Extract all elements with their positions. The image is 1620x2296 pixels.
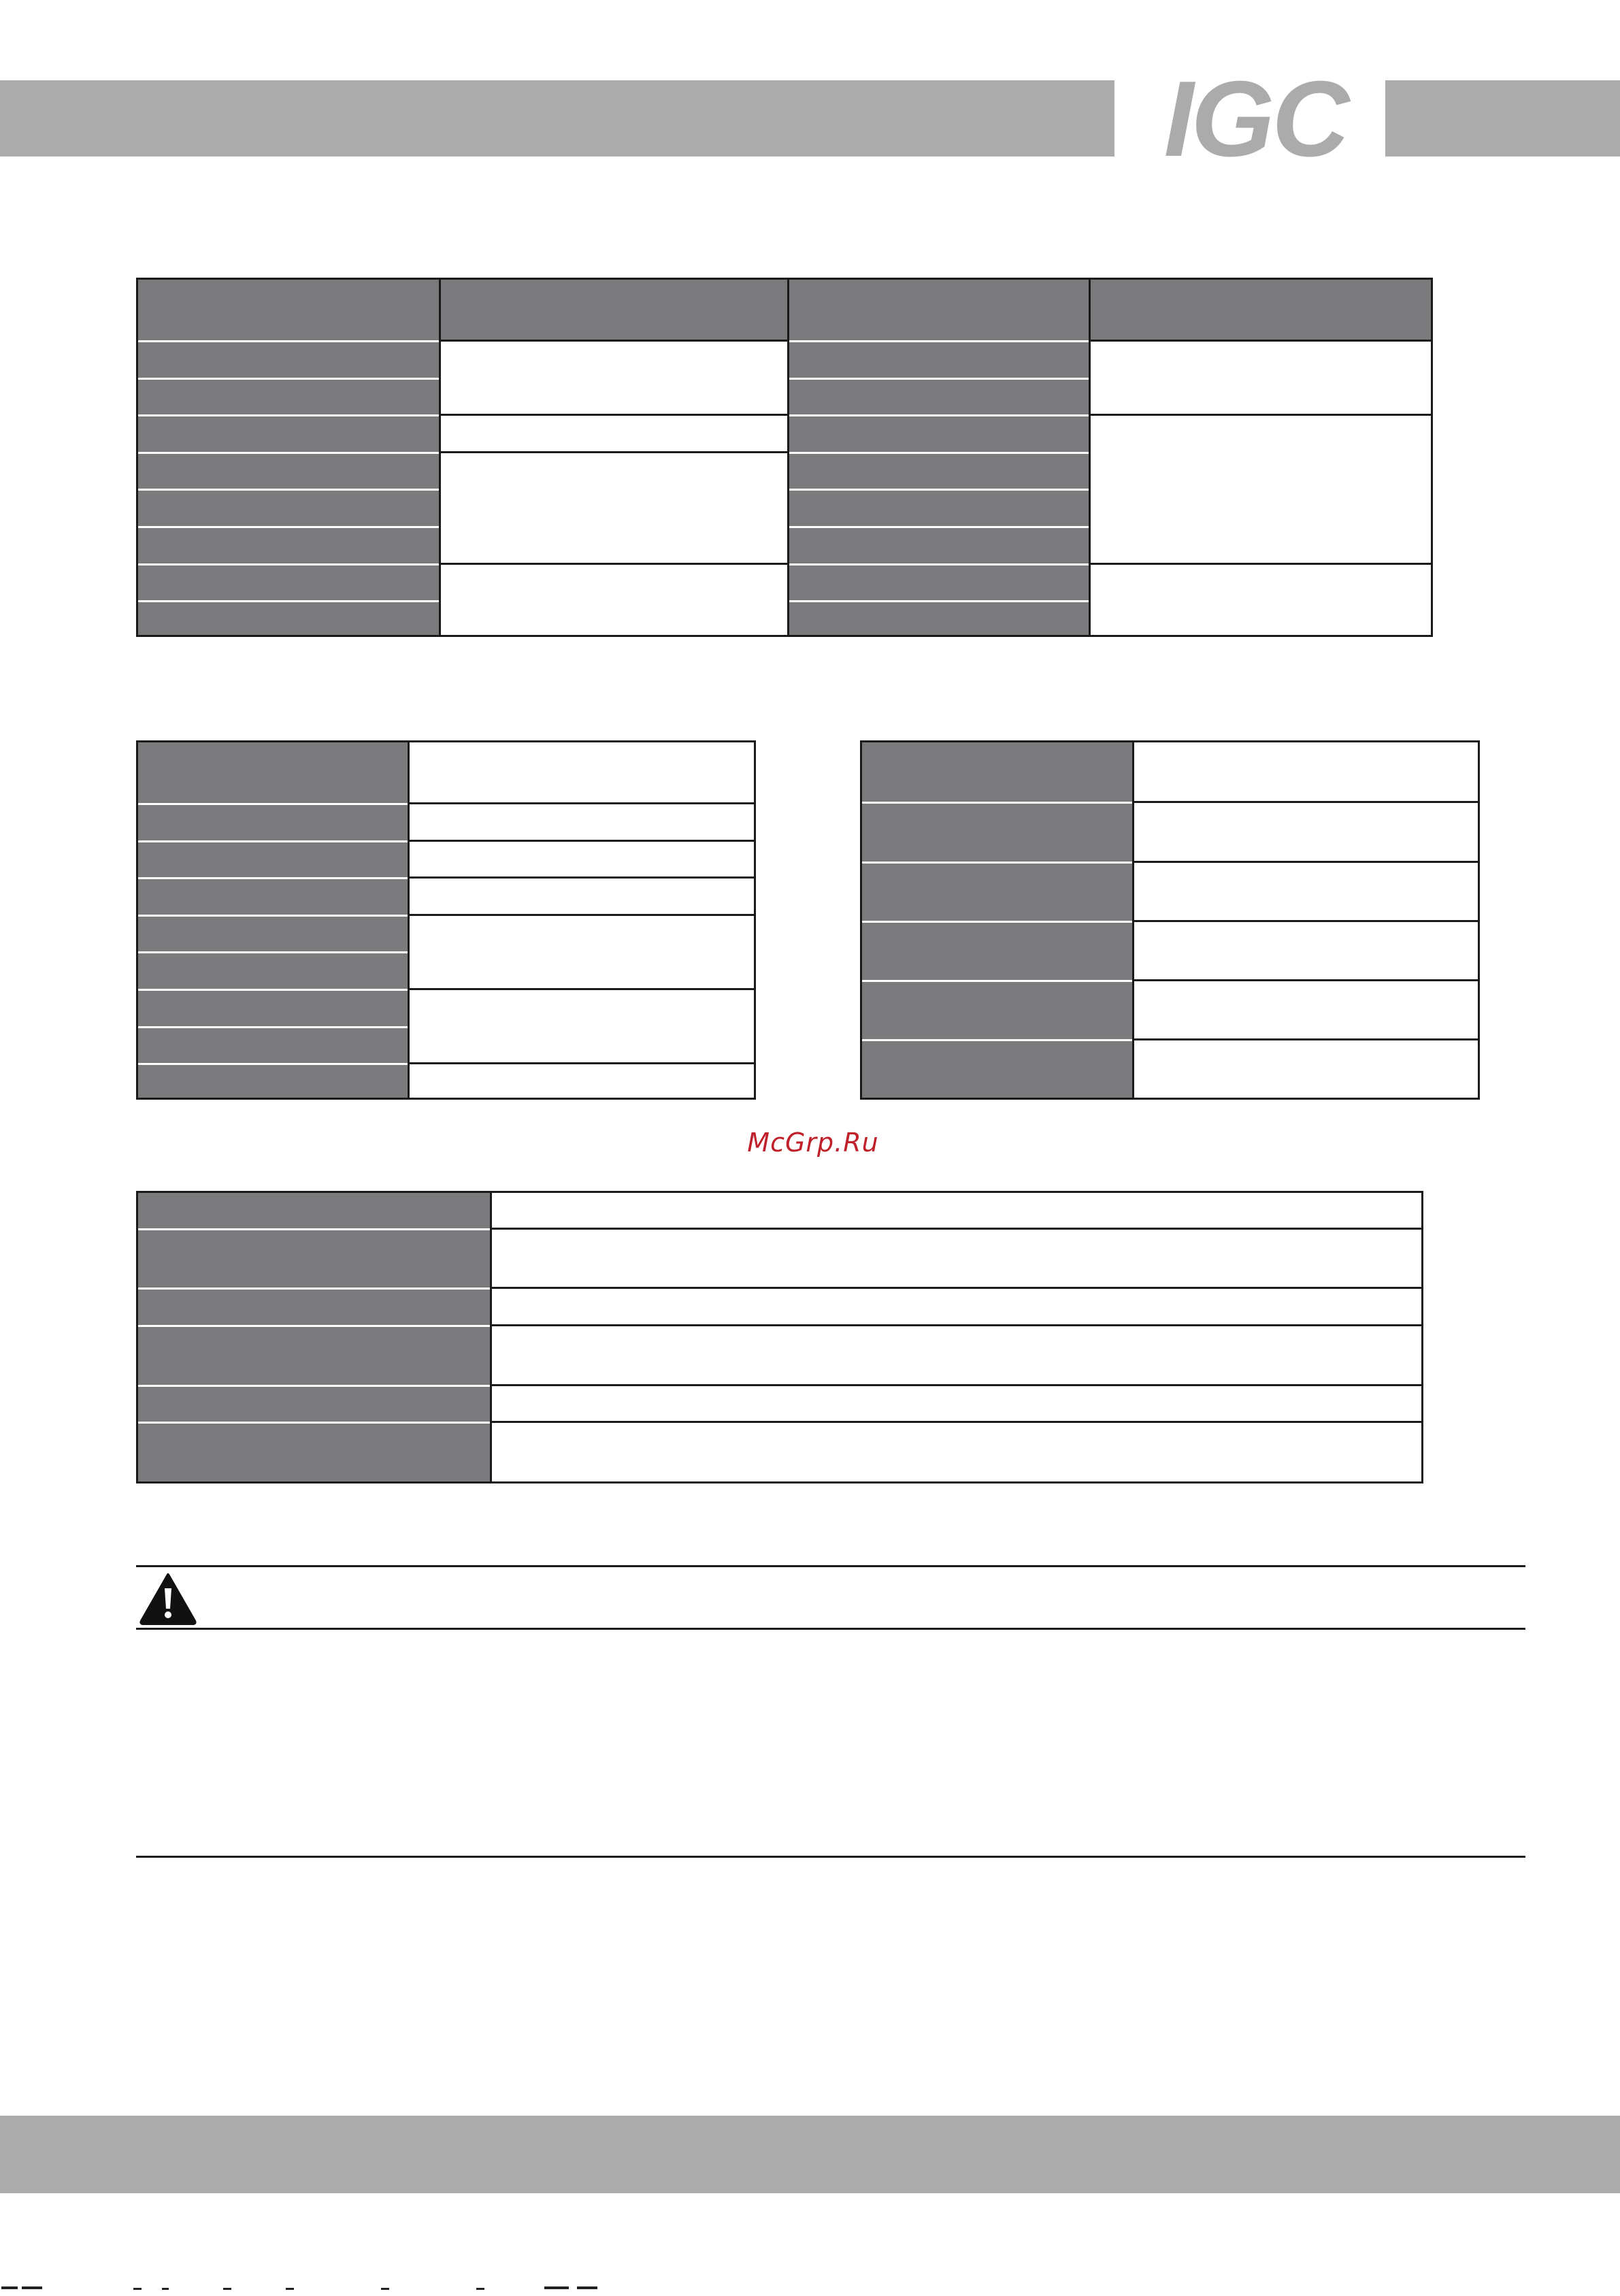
warning-divider bbox=[136, 1628, 1525, 1630]
spec-table-4 bbox=[136, 1191, 1423, 1483]
spec-table-3 bbox=[860, 740, 1480, 1100]
spec-table-1 bbox=[136, 278, 1433, 637]
footer-band bbox=[0, 2116, 1620, 2193]
spec-table-2 bbox=[136, 740, 756, 1100]
header-band-right bbox=[1385, 80, 1620, 157]
header-band-left bbox=[0, 80, 1114, 157]
brand-logo: IGC bbox=[1163, 59, 1347, 179]
table1-header-b bbox=[440, 280, 788, 340]
warning-triangle-icon bbox=[139, 1572, 197, 1625]
table2-label-col bbox=[138, 742, 408, 1098]
table1-col-c bbox=[788, 280, 1089, 635]
table1-header-d bbox=[1089, 280, 1431, 340]
table3-label-col bbox=[862, 742, 1133, 1098]
warning-top-rule bbox=[136, 1565, 1525, 1567]
cropped-footer-text bbox=[0, 2280, 612, 2293]
table4-label-col bbox=[138, 1193, 491, 1481]
table1-col-a bbox=[138, 280, 440, 635]
warning-bottom-rule bbox=[136, 1856, 1525, 1858]
watermark-text: McGrp.Ru bbox=[747, 1128, 879, 1158]
